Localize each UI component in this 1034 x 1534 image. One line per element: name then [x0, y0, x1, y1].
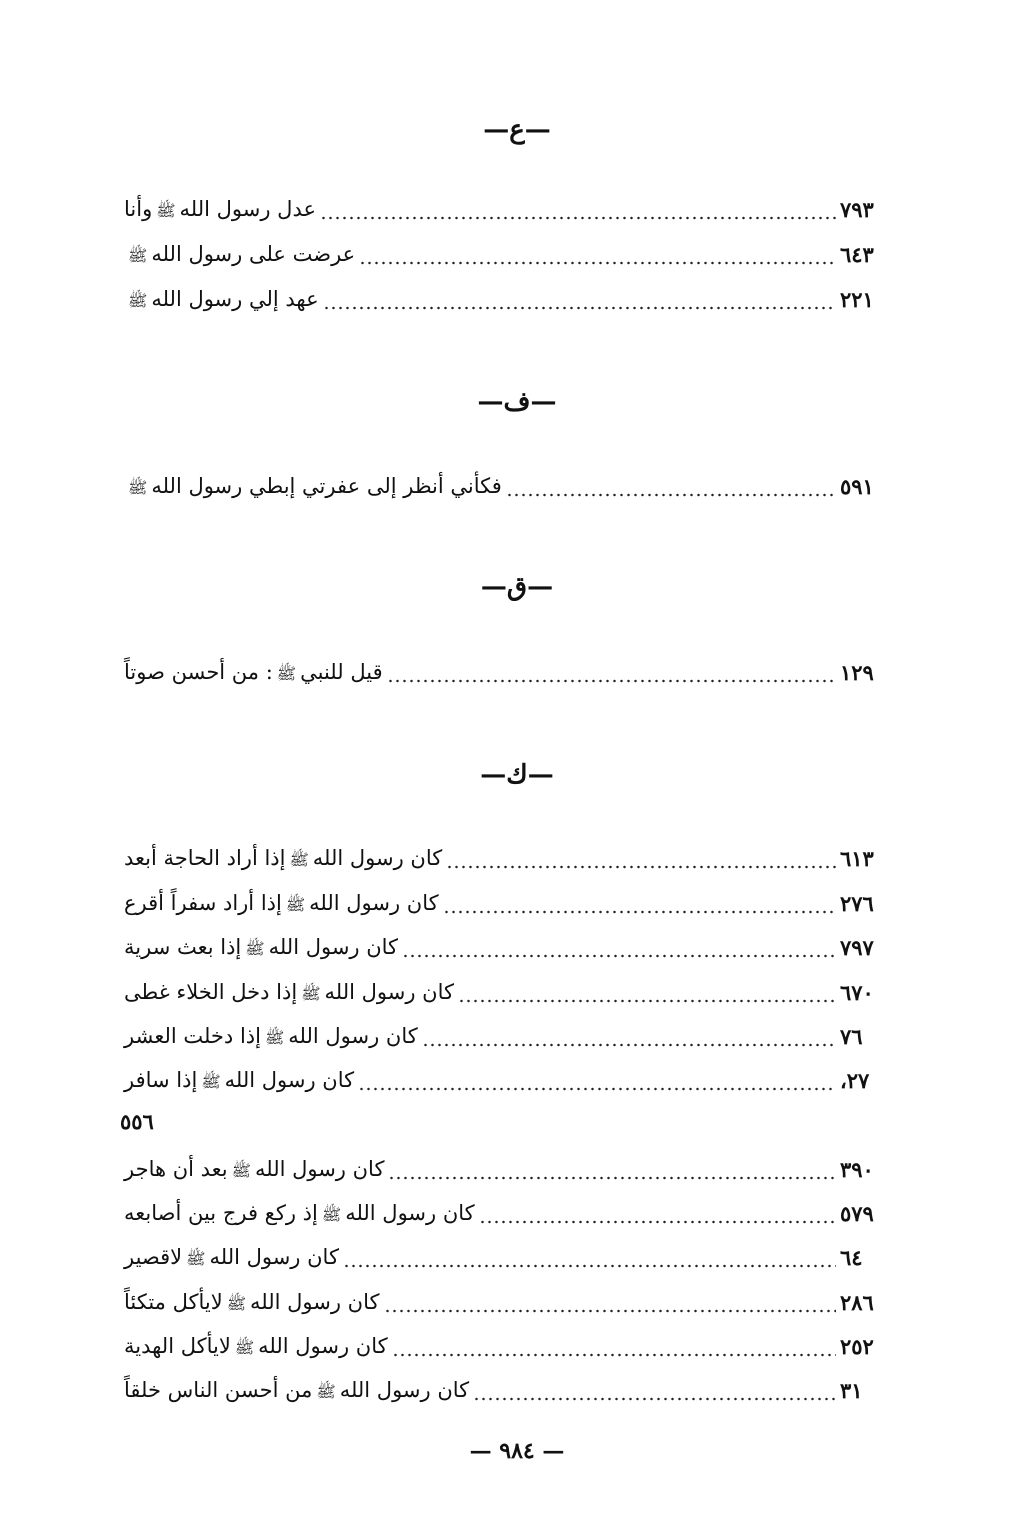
leader-dots: [458, 976, 836, 1010]
index-entry: [118, 1197, 888, 1231]
leader-dots: [323, 283, 836, 317]
entry-text: كان رسول اللهﷺإذا دخل الخلاء غطى: [118, 975, 454, 1011]
entry-text: كان رسول اللهﷺلاقصير: [118, 1240, 339, 1276]
page-reference-continuation: ٥٥٦: [120, 1109, 154, 1134]
leader-dots: [422, 1020, 836, 1054]
entry-text: كان رسول اللهﷺإذا سافر: [118, 1063, 354, 1099]
salla-icon: ﷺ: [276, 663, 297, 683]
entry-text: كان رسول اللهﷺإذا دخلت العشر: [118, 1019, 418, 1055]
entry-text: قيل للنبيﷺ: من أحسن صوتاً: [118, 655, 383, 691]
entry-text: عرضت على رسول اللهﷺ: [118, 237, 355, 273]
page-reference: ٢٧،: [840, 1068, 870, 1093]
leader-dots: [473, 1374, 836, 1408]
page-reference: ٦٤٣: [840, 242, 874, 267]
index-entry: [118, 1064, 888, 1098]
index-entry: [118, 842, 888, 876]
index-entry: [118, 283, 888, 317]
salla-icon: ﷺ: [301, 983, 321, 1003]
index-entry: [118, 1153, 888, 1187]
entry-text: عهد إلي رسول اللهﷺ: [118, 282, 319, 318]
page-reference: ٥٩١: [840, 474, 874, 499]
salla-icon: ﷺ: [226, 1293, 247, 1313]
index-entry: [118, 887, 888, 921]
entry-text: كان رسول اللهﷺمن أحسن الناس خلقاً: [118, 1373, 469, 1409]
page-reference: ٣١: [840, 1378, 863, 1403]
page-reference: ٧٩٧: [840, 935, 874, 960]
index-entry: [118, 1330, 888, 1364]
entry-text: فكأني أنظر إلى عفرتي إبطي رسول اللهﷺ: [118, 469, 502, 505]
section-heading-qaf: —ق—: [480, 572, 554, 602]
entry-text: كان رسول اللهﷺلايأكل متكئاً: [118, 1285, 380, 1321]
page-reference: ٣٩٠: [840, 1157, 874, 1182]
leader-dots: [402, 931, 836, 965]
page-reference: ٢٨٦: [840, 1290, 874, 1315]
page-reference: ١٢٩: [840, 660, 874, 685]
page-reference: ٢٧٦: [840, 891, 874, 916]
index-entry: [118, 976, 888, 1010]
salla-icon: ﷺ: [245, 938, 265, 958]
leader-dots: [443, 887, 836, 921]
leader-dots: [506, 470, 836, 504]
page-reference: ٧٩٣: [840, 197, 874, 222]
salla-icon: ﷺ: [231, 1160, 251, 1180]
salla-icon: ﷺ: [201, 1071, 221, 1091]
salla-icon: ﷺ: [128, 290, 148, 310]
salla-icon: ﷺ: [321, 1204, 342, 1224]
index-entry: [118, 193, 888, 227]
salla-icon: ﷺ: [234, 1337, 255, 1357]
page-reference: ٧٦: [840, 1024, 863, 1049]
entry-text: عدل رسول اللهﷺوأنا: [118, 192, 316, 228]
index-entry: [118, 931, 888, 965]
salla-icon: ﷺ: [128, 477, 148, 497]
entry-text: كان رسول اللهﷺإذا أراد الحاجة أبعد: [118, 841, 442, 877]
index-entry: [118, 1241, 888, 1275]
index-entry: [118, 1374, 888, 1408]
entry-text: كان رسول اللهﷺلايأكل الهدية: [118, 1329, 388, 1365]
leader-dots: [320, 193, 836, 227]
leader-dots: [384, 1286, 836, 1320]
leader-dots: [388, 1153, 836, 1187]
salla-icon: ﷺ: [128, 245, 148, 265]
leader-dots: [392, 1330, 836, 1364]
entry-text: كان رسول اللهﷺإذا أراد سفراً أقرع: [118, 886, 439, 922]
page-reference: ٥٧٩: [840, 1201, 874, 1226]
entry-text: كان رسول اللهﷺإذا بعث سرية: [118, 930, 398, 966]
index-entry: [118, 656, 888, 690]
leader-dots: [387, 656, 836, 690]
page-reference: ٢٢١: [840, 287, 874, 312]
index-entry: [118, 1020, 888, 1054]
leader-dots: [446, 842, 836, 876]
salla-icon: ﷺ: [289, 849, 309, 869]
leader-dots: [343, 1241, 836, 1275]
salla-icon: ﷺ: [316, 1381, 336, 1401]
page-reference: ٦٧٠: [840, 980, 874, 1005]
salla-icon: ﷺ: [285, 894, 306, 914]
index-entry: [118, 1286, 888, 1320]
page-reference: ٦٤: [840, 1245, 863, 1270]
salla-icon: ﷺ: [186, 1248, 206, 1268]
page-reference: ٦١٣: [840, 846, 874, 871]
salla-icon: ﷺ: [156, 200, 176, 220]
leader-dots: [358, 1064, 836, 1098]
section-heading-ain: —ع—: [483, 115, 551, 145]
salla-icon: ﷺ: [264, 1027, 285, 1047]
entry-text: كان رسول اللهﷺبعد أن هاجر: [118, 1152, 384, 1188]
page-reference: ٢٥٢: [840, 1334, 874, 1359]
leader-dots: [479, 1197, 836, 1231]
section-heading-kaf: —ك—: [480, 760, 554, 790]
leader-dots: [359, 238, 836, 272]
index-entry: [118, 470, 888, 504]
entry-text: كان رسول اللهﷺإذ ركع فرج بين أصابعه: [118, 1196, 475, 1232]
page-number: — ٩٨٤ —: [469, 1438, 565, 1464]
index-entry: [118, 238, 888, 272]
section-heading-fa: —ف—: [477, 387, 557, 417]
